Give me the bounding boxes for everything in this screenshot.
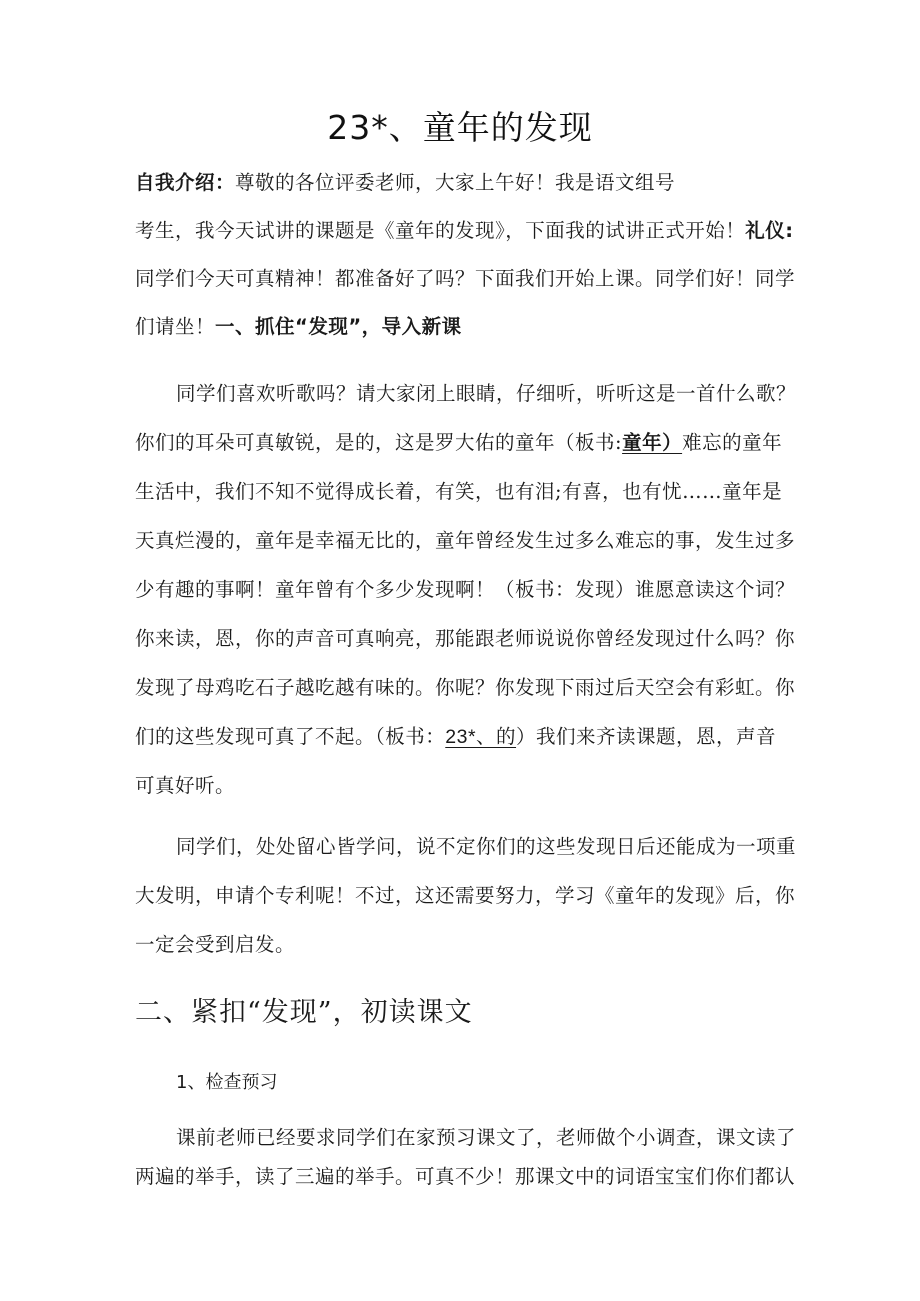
subsection-heading	[176, 1071, 277, 1095]
para1-text-8a: 们的这些发现可真了不起。（板书：	[135, 725, 446, 748]
para2-line-2	[135, 883, 795, 909]
intro-label: 自我介绍：	[135, 171, 236, 194]
para1-line-4	[135, 528, 795, 554]
para1-line-1	[176, 381, 796, 407]
board-note-title: 23*、的	[445, 726, 517, 748]
section2-heading	[135, 996, 473, 1030]
section1-heading: 一、抓住“发现”，导入新课	[215, 315, 462, 338]
intro-line-1	[135, 170, 675, 196]
board-note-childhood: 童年）	[622, 431, 683, 454]
para1-line-2	[135, 430, 782, 456]
para1-line-3	[135, 479, 782, 505]
section2-heading-text: 二、紧扣“发现”，初读课文	[135, 997, 473, 1028]
para2-text-1: 同学们，处处留心皆学问，说不定你们的这些发现日后还能成为一项重	[176, 835, 797, 858]
para1-line-6	[135, 626, 795, 652]
para2-line-1	[176, 834, 796, 860]
section2-text-2: 两遍的举手，读了三遍的举手。可真不少！那课文中的词语宝宝们你们都认	[135, 1165, 796, 1188]
para1-text-7: 发现了母鸡吃石子越吃越有味的。你呢？你发现下雨过后天空会有彩虹。你	[135, 676, 796, 699]
section2-text-1: 课前老师已经要求同学们在家预习课文了，老师做个小调查，课文读了	[176, 1126, 797, 1149]
intro-text-2: 考生，我今天试讲的课题是《童年的发现》，下面我的试讲正式开始！	[135, 219, 746, 242]
subsection-heading-text: 1、检查预习	[176, 1072, 278, 1093]
para1-line-8	[135, 724, 776, 750]
para1-line-5	[135, 577, 795, 603]
section2-line-2	[135, 1164, 795, 1190]
intro-line-3	[135, 266, 795, 292]
intro-text-1: 尊敬的各位评委老师，大家上午好！我是语文组号	[235, 171, 676, 194]
page-title	[0, 106, 920, 150]
intro-text-4: 们请坐！	[135, 315, 216, 338]
para1-text-8b: ）我们来齐读课题，恩，声音	[516, 725, 777, 748]
para1-text-3: 生活中，我们不知不觉得成长着，有笑，也有泪;有喜，也有忧……童年是	[135, 480, 783, 503]
section2-line-1	[176, 1125, 796, 1151]
para1-text-6: 你来读，恩，你的声音可真响亮，那能跟老师说说你曾经发现过什么吗？你	[135, 627, 796, 650]
para2-text-3: 一定会受到启发。	[135, 933, 296, 956]
intro-line-2	[135, 218, 794, 244]
para1-line-7	[135, 675, 795, 701]
para2-line-3	[135, 932, 295, 958]
para1-text-4: 天真烂漫的，童年是幸福无比的，童年曾经发生过多么难忘的事，发生过多	[135, 529, 796, 552]
etiquette-label: 礼仪:	[745, 219, 794, 242]
para1-text-9: 可真好听。	[135, 774, 236, 797]
title-text: 23*、童年的发现	[327, 108, 593, 147]
intro-text-3: 同学们今天可真精神！都准备好了吗？下面我们开始上课。同学们好！同学	[135, 267, 796, 290]
intro-line-4	[135, 314, 462, 340]
para1-line-9	[135, 773, 235, 799]
para1-text-2b: 难忘的童年	[682, 431, 783, 454]
para2-text-2: 大发明，申请个专利呢！不过，这还需要努力，学习《童年的发现》后，你	[135, 884, 796, 907]
para1-text-5: 少有趣的事啊！童年曾有个多少发现啊！（板书：发现）谁愿意读这个词？	[135, 578, 796, 601]
para1-text-2a: 你们的耳朵可真敏锐，是的，这是罗大佑的童年（板书:	[135, 431, 623, 454]
para1-text-1: 同学们喜欢听歌吗？请大家闭上眼睛，仔细听，听听这是一首什么歌？	[176, 382, 797, 405]
